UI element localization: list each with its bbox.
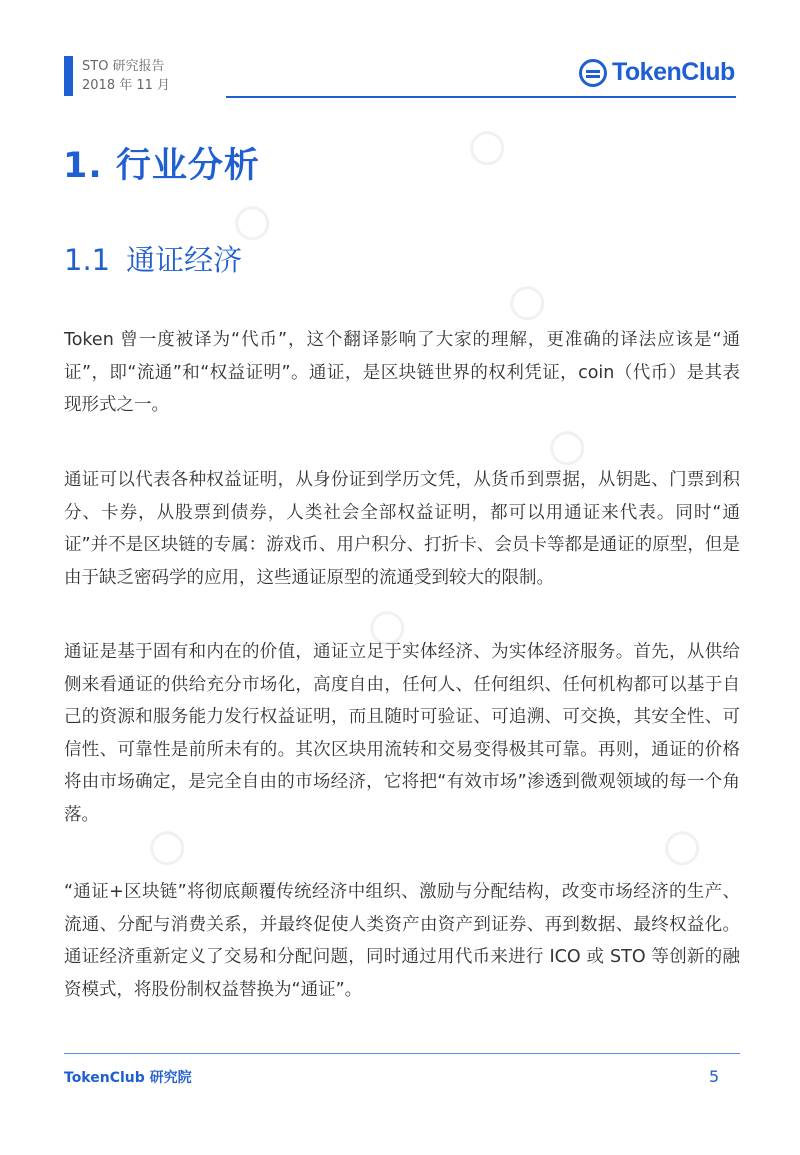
header-divider xyxy=(226,96,736,98)
report-date: 2018 年 11 月 xyxy=(82,78,171,93)
page-number: 5 xyxy=(709,1067,720,1086)
paragraph: “通证+区块链”将彻底颠覆传统经济中组织、激励与分配结构，改变市场经济的生产、流通、分配与消费关系，并最终促使人类资产由资产到证券、再到数据、最终权益化。通证经济重新定义了交易和分配问题，同时通过用代币来进行 ICO 或 STO 等创新的融资模式，将股份制权益替换为“通证”。 xyxy=(64,882,740,1000)
report-header xyxy=(82,57,170,95)
watermark-icon xyxy=(661,824,711,869)
paragraph: Token 曾一度被译为“代币”，这个翻译影响了大家的理解，更准确的译法应该是“通证”，即“流通”和“权益证明”。通证，是区块链世界的权利凭证，coin（代币）是其表现形式之一。 xyxy=(64,330,740,415)
footer-divider xyxy=(64,1053,740,1054)
brand-logo xyxy=(579,58,735,87)
report-title: STO 研究报告 xyxy=(82,59,165,74)
paragraph: 通证是基于固有和内在的价值，通证立足于实体经济、为实体经济服务。首先，从供给侧来看通证的供给充分市场化，高度自由，任何人、任何组织、任何机构都可以基于自己的资源和服务能力发行权益证明，而且随时可验证、可追溯、可交换，其安全性、可信性、可靠性是前所未有的。其次区块用流转和交易变得极其可靠。再则，通证的价格将由市场确定，是完全自由的市场经济，它将把“有效市场”渗透到微观领域的每一个角落。 xyxy=(64,642,740,825)
watermark-icon xyxy=(466,124,516,169)
header-accent-bar xyxy=(64,56,73,96)
tokenclub-logo-icon xyxy=(579,59,607,87)
subsection-number: 1.1 xyxy=(64,243,111,277)
section-heading: 1. 行业分析 xyxy=(63,146,260,186)
subsection-title: 通证经济 xyxy=(126,243,243,277)
brand-logo-text: TokenClub xyxy=(612,58,735,86)
footer-org: TokenClub 研究院 xyxy=(64,1070,192,1086)
subsection-heading xyxy=(64,238,242,279)
watermark-icon xyxy=(506,279,556,324)
watermark-icon xyxy=(546,424,596,469)
paragraph: 通证可以代表各种权益证明，从身份证到学历文凭，从货币到票据，从钥匙、门票到积分、卡券，从股票到债券，人类社会全部权益证明，都可以用通证来代表。同时“通证”并不是区块链的专属：游戏币、用户积分、打折卡、会员卡等都是通证的原型，但是由于缺乏密码学的应用，这些通证原型的流通受到较大的限制。 xyxy=(64,470,740,588)
watermark-icon xyxy=(146,824,196,869)
